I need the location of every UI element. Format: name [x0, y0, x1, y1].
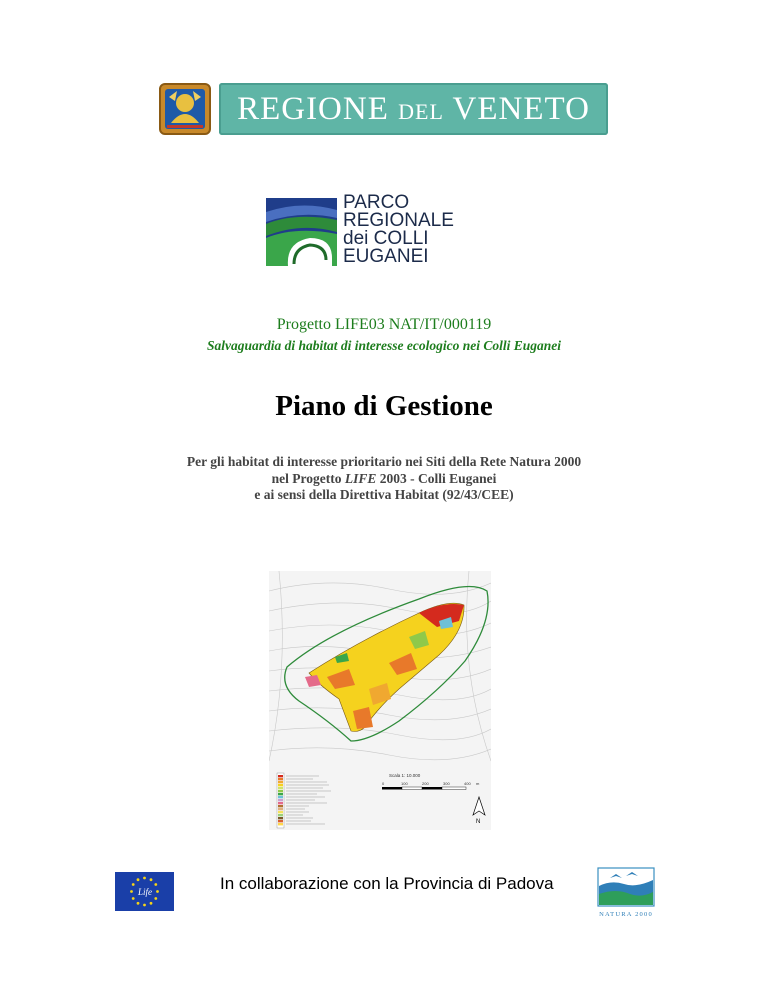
- project-subtitle: Salvaguardia di habitat di interesse ecologico nei Colli Euganei: [206, 338, 562, 353]
- eu-life-label: Life: [138, 887, 153, 897]
- map-scale-tick-300: 300: [443, 781, 450, 786]
- map-scale-tick-400: 400: [464, 781, 471, 786]
- map-scale-tick-100: 100: [401, 781, 408, 786]
- document-title: Piano di Gestione: [275, 390, 493, 422]
- project-code: Progetto LIFE03 NAT/IT/000119: [276, 316, 492, 333]
- parco-name-block: [343, 194, 493, 266]
- description-line-2: [0, 471, 768, 488]
- eu-life-flag-logo: [115, 872, 174, 911]
- map-scale-unit: m: [476, 781, 480, 786]
- map-scale-label: Scala 1: 10.000: [389, 773, 421, 778]
- natura-2000-logo: [596, 866, 656, 918]
- regione-crest-logo: [159, 83, 211, 135]
- parco-name-line-3: dei COLLI: [343, 228, 429, 249]
- regione-del-veneto-banner: [219, 83, 608, 135]
- north-label: N: [476, 819, 481, 825]
- map-scale-tick-0: 0: [382, 781, 385, 786]
- habitat-map: [269, 571, 491, 830]
- description-line-2-pre: nel Progetto: [271, 470, 345, 486]
- description-line-2-post: 2003 - Colli Euganei: [376, 470, 497, 486]
- banner-word-regione: REGIONE: [237, 91, 389, 127]
- description-line-1: Per gli habitat di interesse prioritario nei Siti della Rete Natura 2000: [186, 454, 582, 469]
- natura-2000-label: NATURA 2000: [599, 911, 653, 918]
- description-line-2-life: LIFE: [344, 470, 377, 486]
- parco-name-line-4: EUGANEI: [343, 246, 429, 267]
- banner-word-veneto: VENETO: [452, 91, 590, 127]
- parco-name-line-2: REGIONALE: [343, 210, 454, 231]
- document-description: [0, 454, 768, 504]
- map-scale-tick-200: 200: [422, 781, 429, 786]
- parco-hills-emblem: [266, 198, 337, 266]
- banner-word-del: DEL: [398, 99, 444, 124]
- collaboration-text: In collaborazione con la Provincia di Padova: [220, 874, 554, 893]
- parco-name-line-1: PARCO: [343, 192, 410, 213]
- description-line-3: e ai sensi della Direttiva Habitat (92/43/CEE): [254, 487, 514, 502]
